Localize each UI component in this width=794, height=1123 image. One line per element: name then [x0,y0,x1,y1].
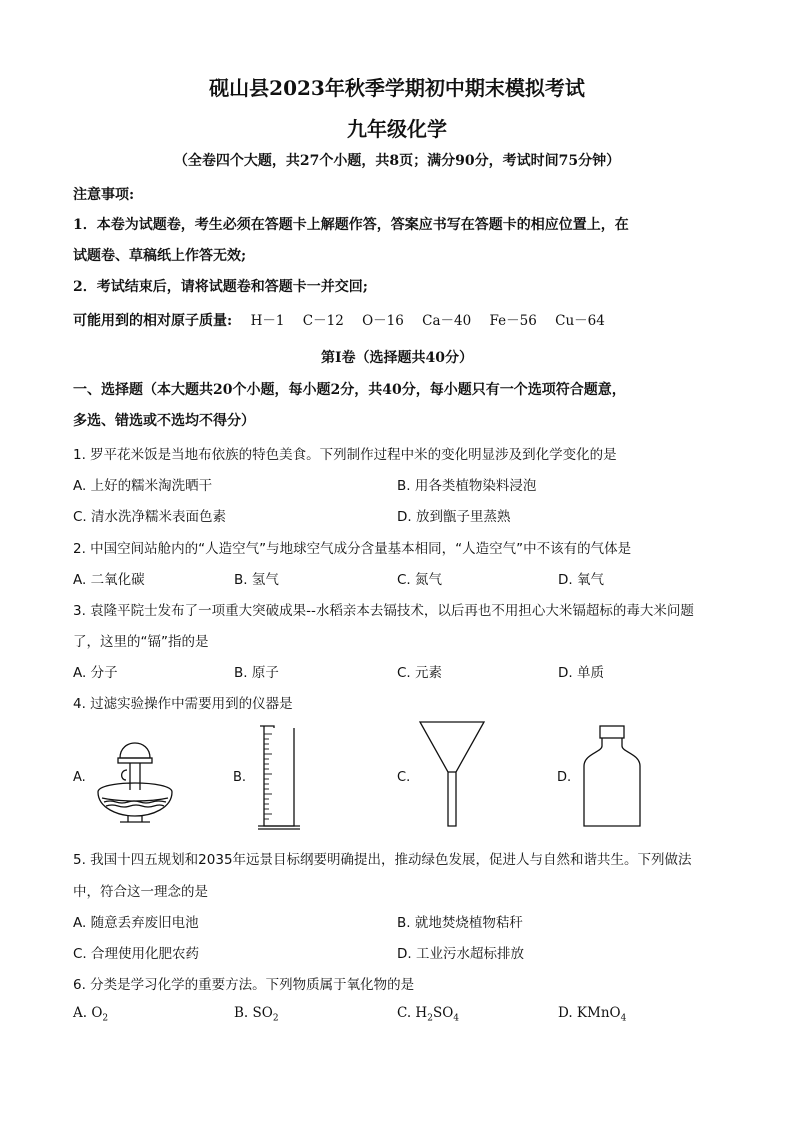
question-1-option-d: D. 放到甑子里蒸熟 [397,509,511,525]
section-1-heading-cont: 多选、错选或不选均不得分） [73,413,255,429]
question-5-option-a: A. 随意丢弃废旧电池 [73,915,199,931]
atomic-mass-label: 可能用到的相对原子质量: [73,313,233,329]
graduated-cylinder-icon [254,722,306,830]
question-6-option-b: B. $SO_2$ [234,1005,279,1024]
question-1-option-a: A. 上好的糯米淘洗晒干 [73,478,213,494]
question-2-option-c: C. 氮气 [397,572,443,588]
question-1-option-c: C. 清水洗净糯米表面色素 [73,509,227,525]
question-4-stem: 4. 过滤实验操作中需要用到的仪器是 [73,696,293,712]
alcohol-lamp-icon [90,730,180,826]
section-1-title: 第Ⅰ卷（选择题共40分） [320,350,474,366]
section-1-heading: 一、选择题（本大题共20个小题，每小题2分，共40分，每小题只有一个选项符合题意， [73,382,626,398]
question-3-stem-cont: 了，这里的“镉”指的是 [73,634,209,650]
question-3-option-d: D. 单质 [558,665,604,681]
exam-subtitle: 九年级化学 [347,117,447,141]
question-6-stem: 6. 分类是学习化学的重要方法。下列物质属于氧化物的是 [73,977,415,993]
question-4-option-d: D. [557,770,572,785]
question-2-stem: 2. 中国空间站舱内的“人造空气”与地球空气成分含量基本相同，“人造空气”中不该有的气体是 [73,541,632,557]
question-3-option-a: A. 分子 [73,665,118,681]
question-4-option-a: A. [73,770,86,785]
question-2-option-d: D. 氧气 [558,572,604,588]
atomic-mass-cu: Cu－64 [555,313,605,329]
reagent-bottle-icon [580,722,644,830]
question-5-option-c: C. 合理使用化肥农药 [73,946,200,962]
question-1-option-b: B. 用各类植物染料浸泡 [397,478,537,494]
exam-info: （全卷四个大题，共27个小题，共8页；满分90分，考试时间75分钟） [173,153,621,169]
question-2-option-a: A. 二氧化碳 [73,572,145,588]
question-3-option-b: B. 原子 [234,665,279,681]
atomic-mass-fe: Fe－56 [489,313,537,329]
question-3-stem: 3. 袁隆平院士发布了一项重大突破成果--水稻亲本去镉技术，以后再也不用担心大米镉超标的毒大米问题 [73,603,694,619]
atomic-mass-values [237,313,605,329]
notice-item-1-cont: 试题卷、草稿纸上作答无效; [73,248,247,264]
funnel-icon [418,720,486,830]
question-5-stem: 5. 我国十四五规划和2035年远景目标纲要明确提出，推动绿色发展，促进人与自然和谐共生。下列做法 [73,852,692,868]
question-5-stem-cont: 中，符合这一理念的是 [73,884,208,900]
question-5-option-d: D. 工业污水超标排放 [397,946,524,962]
question-1-stem: 1. 罗平花米饭是当地布依族的特色美食。下列制作过程中米的变化明显涉及到化学变化的是 [73,447,617,463]
question-4-option-c: C. [397,770,411,785]
atomic-mass-ca: Ca－40 [422,313,472,329]
question-4-option-b: B. [233,770,247,785]
question-6-option-a: A. $O_2$ [73,1005,109,1024]
question-6-option-c: C. $H_2SO_4$ [397,1005,460,1024]
atomic-mass-line [73,309,605,330]
notice-heading: 注意事项: [73,187,135,203]
exam-title: 砚山县2023年秋季学期初中期末模拟考试 [209,76,585,100]
question-6-option-d: D. KMnO$_4$ [558,1005,627,1024]
question-3-option-c: C. 元素 [397,665,443,681]
notice-item-1: 1．本卷为试题卷，考生必须在答题卡上解题作答，答案应书写在答题卡的相应位置上，在 [73,217,629,233]
atomic-mass-c: C－12 [302,313,344,329]
atomic-mass-o: O－16 [362,313,404,329]
atomic-mass-h: H－1 [250,313,285,329]
question-5-option-b: B. 就地焚烧植物秸秆 [397,915,523,931]
notice-item-2: 2．考试结束后，请将试题卷和答题卡一并交回; [73,279,368,295]
question-2-option-b: B. 氢气 [234,572,279,588]
